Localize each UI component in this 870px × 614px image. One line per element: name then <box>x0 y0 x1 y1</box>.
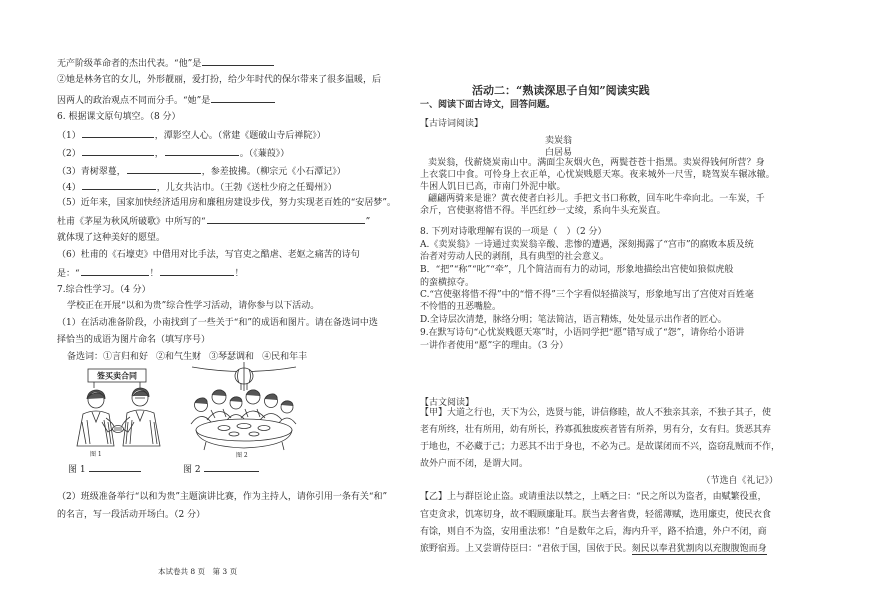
q6-item-5-line-2 <box>57 214 370 228</box>
q5-line-3 <box>57 93 276 107</box>
q8-option-a-cont: 治者对劳动人民的剥削，具有典型的社会意义。 <box>420 252 610 262</box>
figure-2-label: 图 2 <box>183 465 201 475</box>
yi-last-line-text: 旅野宿焉。上又尝谓侍臣曰：“君依于国，国依于民。 <box>420 544 632 554</box>
q6-item-5-line-3: 就体现了这种美好的愿望。 <box>57 233 166 243</box>
option-4: ④民和年丰 <box>262 352 308 362</box>
item-text: 。（《蒹葭》） <box>239 149 290 159</box>
poem-line: 翩翩两骑来是谁？黄衣使者白衫儿。手把文书口称敕，回车叱牛牵向北。一车炭，千 <box>428 194 765 204</box>
answer-blank <box>81 266 149 276</box>
q9-line-2: 一讲作者使用“愿”字的理由。（3 分） <box>420 341 569 351</box>
poem-line: 卖炭翁，伐薪烧炭南山中。满面尘灰烟火色，两鬓苍苍十指黑。卖炭得钱何所营？身 <box>428 158 765 168</box>
page-footer: 本试卷共 8 页 第 3 页 <box>158 567 238 576</box>
q8-option-d: D.全诗层次清楚，脉络分明；笔法简洁，语言精炼，处处显示出作者的匠心。 <box>420 315 727 325</box>
answer-blank <box>127 164 201 174</box>
poem-line: 上衣裳口中食。可怜身上衣正单，心忧炭贱愿天寒。夜来城外一尺雪，晓驾炭车辗冰辙。 <box>420 170 775 180</box>
jia-line: 故外户而不闭，是谓大同。 <box>420 459 529 469</box>
q8-option-b: B．“把”“称”“叱”“牵”，几个简洁而有力的动词，形象地描绘出宫使如狼似虎般 <box>420 265 734 275</box>
q8-option-a: A.《卖炭翁》一诗通过卖炭翁辛酸、悲惨的遭遇，深刻揭露了“宫市”的腐败本质及统 <box>420 240 754 250</box>
item-text: ！ <box>234 269 244 279</box>
q7-part-1-line-2: 择恰当的成语为图片命名（填写序号） <box>57 335 211 345</box>
jia-line: 老有所终，壮有所用，幼有所长，矜寡孤独废疾者皆有所养，男有分，女有归。货恶其弃 <box>420 425 772 435</box>
poem-line: 余斤，宫使驱将惜不得。半匹红纱一丈绫，系向牛头充炭直。 <box>420 206 666 216</box>
yi-line: 官吏贪求，饥寒切身，故不暇顾廉耻耳。朕当去奢省费，轻徭薄赋，选用廉吏，使民衣食 <box>420 510 772 520</box>
q7-heading: 7.综合性学习。（4 分） <box>57 285 151 295</box>
q8-option-c: C.“宫使驱将惜不得”中的“惜不得”三个字看似轻描淡写，形象地写出了宫使对百姓毫 <box>420 290 754 300</box>
item-text: 杜甫《茅屋为秋风所破歌》中所写的“ <box>57 217 206 227</box>
q6-item-5-line-1: （5）近年来，国家加快经济适用房和廉租房建设步伐，努力实现老百姓的“安居梦”。 <box>57 198 396 208</box>
item-text: 青树翠蔓， <box>80 167 126 177</box>
options-label: 备选词： <box>67 352 104 362</box>
answer-blank <box>160 266 234 276</box>
option-3: ③琴瑟调和 <box>209 352 255 362</box>
answer-blank <box>89 462 141 472</box>
answer-blank <box>202 56 274 66</box>
answer-blank <box>82 128 154 138</box>
item-text: ， <box>154 149 164 159</box>
q6-item-2 <box>57 146 289 160</box>
answer-blank <box>82 180 156 190</box>
poem-author: 白居易 <box>545 148 573 158</box>
q6-item-4 <box>57 180 337 194</box>
q7-intro: 学校正在开展“以和为贵”综合性学习活动，请你参与以下活动。 <box>67 301 320 311</box>
answer-blank <box>82 146 154 156</box>
q6-item-1 <box>57 128 326 142</box>
item-text: ！ <box>149 269 159 279</box>
figure-1-label: 图 1 <box>68 465 86 475</box>
q7-part-2-line-1: （2）班级准备举行“以和为贵”主题演讲比赛，作为主持人，请你引用一条有关“和” <box>57 492 388 502</box>
q5-line-2: ②她是林务官的女儿，外形靓丽，爱打扮，给少年时代的保尔带来了很多温暖，后 <box>57 75 382 85</box>
item-number: （1） <box>57 131 81 141</box>
item-number: （3） <box>57 167 81 177</box>
q6-item-6-line-1: （6）杜甫的《石壕吏》中借用对比手法，写官吏之酷虐、老妪之痛苦的诗句 <box>57 250 360 260</box>
jia-line: 【甲】大道之行也，天下为公，选贤与能，讲信修睦，故人不独亲其亲，不独子其子，使 <box>420 408 772 418</box>
figure-2-answer-line <box>183 462 260 476</box>
activity-2-title: 活动二：“熟读深思子自知”阅读实践 <box>472 84 650 97</box>
jia-line: 于地也，不必藏于己；力恶其不出于身也，不必为己。是故谋闭而不兴，盗窃乱贼而不作， <box>420 442 781 452</box>
poetry-heading: 【古诗词阅读】 <box>420 119 484 129</box>
yi-last-line <box>420 543 767 555</box>
yi-line: 有馀，则自不为盗，安用重法邪！”自是数年之后，海内升平，路不拾遗，外户不闭，商 <box>420 527 767 537</box>
classical-heading: 【古文阅读】 <box>420 398 475 408</box>
yi-underlined-sentence: 刻民以奉君犹割肉以充腹腹饱而身 <box>631 544 767 554</box>
figure-2-caption: 图 2 <box>236 452 248 459</box>
poem-line: 牛困人饥日已高，市南门外泥中歇。 <box>420 182 566 192</box>
jia-source: （节选自《礼记》） <box>701 476 778 486</box>
section-1-heading: 一、阅读下面古诗文，回答问题。 <box>420 100 556 110</box>
yi-line: 【乙】上与群臣论止盗。或请重法以禁之，上哂之曰：“民之所以为盗者，由赋繁役重， <box>420 492 767 502</box>
item-number: （2） <box>57 149 81 159</box>
q8-option-b-cont: 的蛮横掠夺。 <box>420 278 475 288</box>
item-text: ” <box>365 217 371 227</box>
figure-2-family-dinner-illustration <box>186 362 302 460</box>
q8-stem: 8. 下列对诗歌理解有误的一项是（ ）（2 分） <box>420 227 607 237</box>
option-2: ②和气生财 <box>156 352 202 362</box>
figure-1-caption: 图 1 <box>90 451 102 458</box>
figure-1-answer-line <box>68 462 142 476</box>
figure-1-sign-text: 签买卖合同 <box>97 370 137 381</box>
poem-title: 卖炭翁 <box>545 136 573 146</box>
item-text: ，参差披拂。（柳宗元《小石潭记》） <box>201 167 346 177</box>
option-1: ①言归和好 <box>103 352 149 362</box>
item-text: 是：“ <box>57 269 80 279</box>
figure-1-handshake-illustration <box>72 366 164 458</box>
item-text: ，儿女共沾巾。（王勃《送杜少府之任蜀州》） <box>156 183 337 193</box>
answer-blank <box>211 93 275 103</box>
q7-part-1-line-1: （1）在活动准备阶段，小南找到了一些关于“和”的成语和图片。请在备选词中选 <box>57 318 378 328</box>
q6-heading: 6. 根据课文原句填空。（8 分） <box>57 112 181 122</box>
item-text: ，潭影空人心。（常建《题破山寺后禅院》） <box>154 131 326 141</box>
q6-item-3 <box>57 164 346 178</box>
item-number: （4） <box>57 183 81 193</box>
answer-blank <box>165 146 239 156</box>
q5-line-3-text: 因两人的政治观点不同而分手。“她”是 <box>57 96 211 106</box>
q5-line-1-text: 无产阶级革命者的杰出代表。“他”是 <box>57 59 202 69</box>
q8-option-c-cont: 不怜惜的丑恶嘴脸。 <box>420 302 502 312</box>
q5-line-1 <box>57 56 275 70</box>
q7-part-2-line-2: 的名言，写一段活动开场白。（2 分） <box>57 510 206 520</box>
answer-blank <box>204 462 259 472</box>
answer-blank <box>207 214 365 224</box>
q9-line-1: 9.在默写诗句“心忧炭贱愿天寒”时，小语同学把“愿”错写成了“怨”，请你给小语讲 <box>420 328 745 338</box>
q6-item-6-line-2 <box>57 266 244 280</box>
